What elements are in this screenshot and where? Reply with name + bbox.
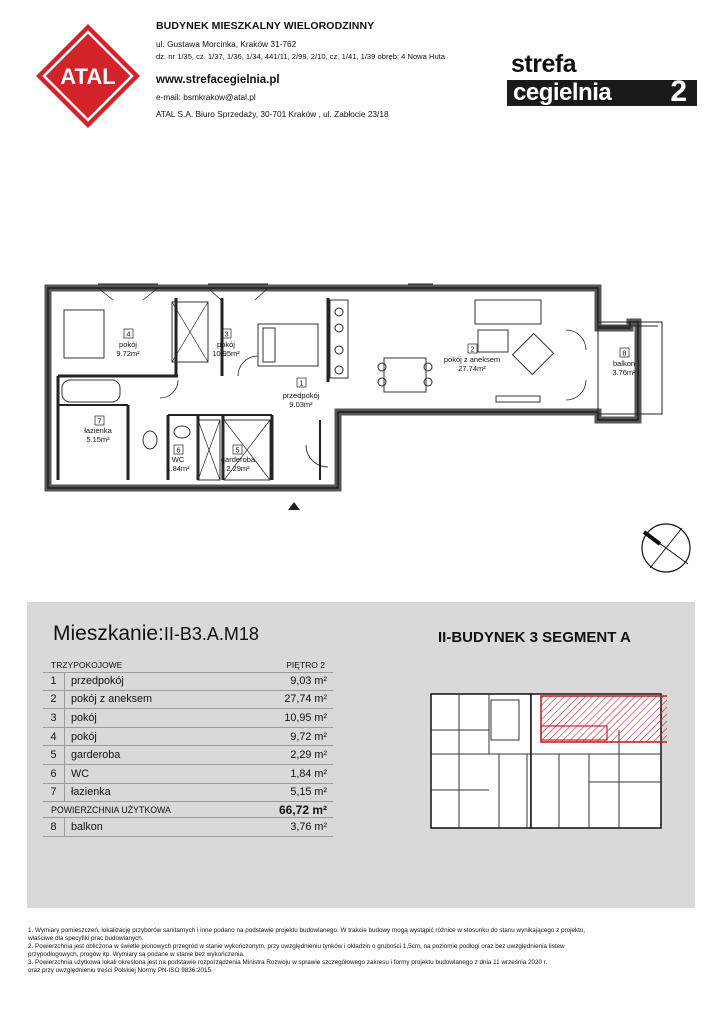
row-name: przedpokój bbox=[71, 675, 124, 688]
room-name-6: WC bbox=[171, 455, 185, 464]
room-area-2: 27.74m² bbox=[458, 364, 486, 373]
highlighted-apartment bbox=[541, 696, 667, 742]
row-number: 8 bbox=[43, 818, 65, 836]
room-name-3: pokój bbox=[217, 340, 235, 349]
table-header bbox=[43, 658, 333, 672]
footnotes bbox=[28, 927, 688, 975]
usable-area-value: 66,72 m² bbox=[278, 802, 327, 817]
room-no-4: 4 bbox=[126, 329, 131, 339]
table-row bbox=[43, 691, 333, 710]
key-plan bbox=[429, 690, 667, 832]
room-no-7: 7 bbox=[97, 416, 102, 426]
area-table bbox=[43, 658, 333, 837]
table-row bbox=[43, 728, 333, 747]
brand-line2: cegielnia bbox=[513, 79, 612, 106]
row-number: 7 bbox=[43, 784, 65, 802]
row-area: 9,03 m² bbox=[290, 675, 327, 688]
office-address: ATAL S.A. Biuro Sprzedaży, 30-701 Kraków , ul. Zabłocie 23/18 bbox=[156, 109, 389, 119]
table-row bbox=[43, 672, 333, 691]
brand-number: 2 bbox=[670, 75, 687, 108]
row-name: garderoba bbox=[71, 749, 121, 762]
room-no-1: 1 bbox=[299, 378, 304, 388]
table-row bbox=[43, 709, 333, 728]
apartment-code: II-B3.A.M18 bbox=[163, 624, 259, 644]
row-number: 5 bbox=[43, 746, 65, 764]
room-name-4: pokój bbox=[119, 340, 137, 349]
note-1: 1. Wymiary pomieszczeń, lokalizację przyborów sanitarnych i inne podano na podstawie projektu budowlanego. W trakcie budowy mogą wystąpić różnice w stosunku do stanu wynikającego z projektu, bbox=[28, 927, 586, 934]
room-no-8: 8 bbox=[622, 348, 627, 358]
strefa-cegielnia-brand bbox=[507, 50, 697, 110]
note-3: 3. Powierzchnia użytkowa lokali określona jest na podstawie rozporządzenia Ministra Rozwoju w sprawie szczegółowego zakresu i formy projektu budowlanego z dnia 11 września 2020 r. bbox=[28, 959, 548, 966]
table-row bbox=[43, 784, 333, 803]
room-no-5: 5 bbox=[235, 445, 240, 455]
website-link[interactable]: www.strefacegielnia.pl bbox=[156, 74, 280, 86]
apartment-type: TRZYPOKOJOWE bbox=[51, 660, 123, 670]
row-area: 2,29 m² bbox=[290, 749, 327, 762]
logo-text: ATAL bbox=[60, 64, 116, 89]
floor-plan bbox=[38, 270, 670, 520]
address: ul. Gustawa Morcinka, Kraków 31-762 bbox=[156, 39, 297, 49]
balcony-row bbox=[43, 818, 333, 837]
row-name: balkon bbox=[71, 820, 103, 833]
note-2b: przypodłogowych, progów itp. Wymiary są podane w stanie bez wykończenia. bbox=[28, 951, 245, 958]
apartment-info-panel bbox=[27, 602, 695, 908]
room-area-7: 5.15m² bbox=[86, 435, 110, 444]
row-number: 6 bbox=[43, 765, 65, 783]
table-row bbox=[43, 765, 333, 784]
table-row bbox=[43, 746, 333, 765]
room-name-1: przedpokój bbox=[282, 391, 320, 400]
usable-area-label: POWIERZCHNIA UŻYTKOWA bbox=[51, 804, 171, 815]
row-area: 3,76 m² bbox=[290, 820, 327, 833]
row-number: 2 bbox=[43, 691, 65, 709]
row-name: pokój bbox=[71, 730, 97, 743]
usable-area-row bbox=[43, 802, 333, 818]
room-no-6: 6 bbox=[176, 445, 181, 455]
building-type: BUDYNEK MIESZKALNY WIELORODZINNY bbox=[156, 20, 375, 32]
apartment-title bbox=[53, 622, 259, 646]
room-no-2: 2 bbox=[470, 344, 475, 354]
note-3b: oraz przy uwzględnieniu treści Polskiej Normy PN-ISO 9836:2015. bbox=[28, 967, 213, 974]
room-area-6: 1.84m² bbox=[166, 464, 190, 473]
row-number: 4 bbox=[43, 728, 65, 746]
floor-label: PIĘTRO 2 bbox=[286, 660, 325, 670]
room-name-5: garderoba bbox=[220, 455, 256, 464]
row-name: pokój z aneksem bbox=[71, 693, 153, 706]
plot-numbers: dz. nr 1/35, cz. 1/37, 1/36, 1/34, 441/11, 2/99, 2/10, cz. 1/41, 1/39 obręb: 4 Nowa Huta bbox=[156, 52, 446, 61]
header-info bbox=[156, 20, 496, 119]
row-name: WC bbox=[71, 767, 89, 780]
room-name-8: balkon bbox=[612, 359, 636, 368]
row-name: pokój bbox=[71, 711, 97, 724]
room-area-4: 9.72m² bbox=[116, 349, 140, 358]
room-name-7: łazienka bbox=[84, 426, 112, 435]
room-area-3: 10.95m² bbox=[212, 349, 240, 358]
email-link[interactable]: e-mail: bsmkrakow@atal.pl bbox=[156, 92, 256, 102]
row-number: 3 bbox=[43, 709, 65, 727]
row-area: 27,74 m² bbox=[284, 693, 327, 706]
row-area: 5,15 m² bbox=[290, 786, 327, 799]
room-area-8: 3.76m² bbox=[612, 368, 636, 377]
note-1b: właściwe dla specyfiki prac budowlanych. bbox=[28, 935, 144, 942]
room-area-1: 9.03m² bbox=[289, 400, 313, 409]
brand-line1: strefa bbox=[511, 50, 577, 78]
row-number: 1 bbox=[43, 673, 65, 690]
room-area-5: 2.29m² bbox=[226, 464, 250, 473]
row-area: 9,72 m² bbox=[290, 730, 327, 743]
apartment-title-prefix: Mieszkanie: bbox=[53, 622, 164, 645]
row-area: 10,95 m² bbox=[284, 711, 327, 724]
room-no-3: 3 bbox=[224, 329, 229, 339]
atal-logo bbox=[34, 22, 142, 130]
building-segment: II-BUDYNEK 3 SEGMENT A bbox=[438, 629, 631, 646]
row-area: 1,84 m² bbox=[290, 767, 327, 780]
north-arrow-icon bbox=[636, 518, 696, 578]
room-name-2: pokój z aneksem bbox=[443, 355, 501, 364]
row-name: łazienka bbox=[71, 786, 111, 799]
note-2: 2. Powierzchnia jest obliczona w świetle pionowych przegród w stanie wykończonym, przy uwzględnieniu tynków i okładzin o grubości 1,5cm, na poziomie podłogi oraz bez uwzględnienia listew bbox=[28, 943, 565, 950]
